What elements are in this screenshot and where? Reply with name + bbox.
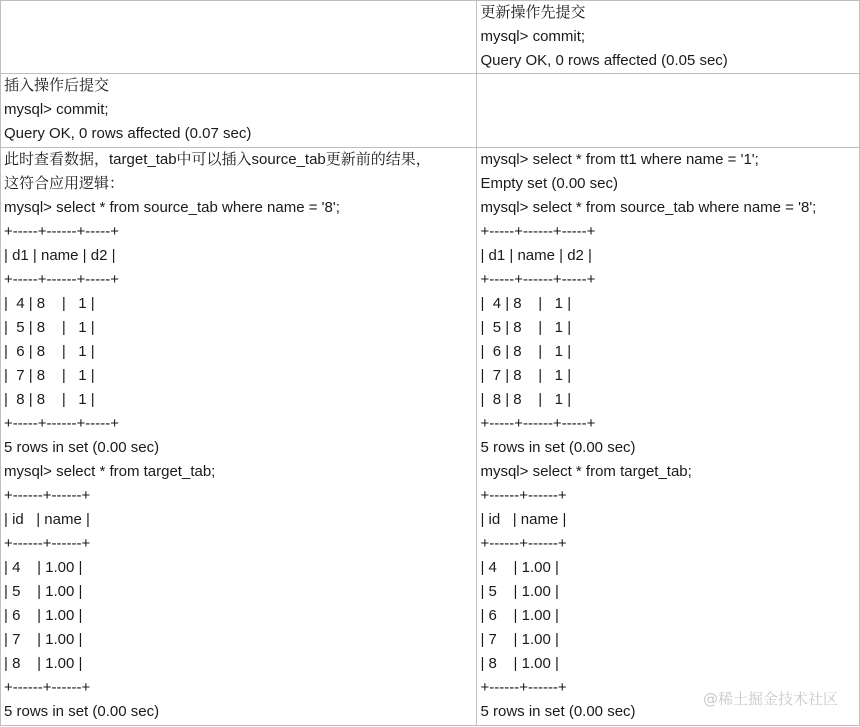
text-line: mysql> commit; <box>480 28 586 45</box>
text-line: | d1 | name | d2 | <box>4 247 116 264</box>
text-line: +------+------+ <box>4 535 91 552</box>
text-line: mysql> select * from target_tab; <box>480 463 692 480</box>
text-line: | 6 | 8 | 1 | <box>4 343 95 360</box>
text-line: +-----+------+-----+ <box>480 415 596 432</box>
watermark: @稀土掘金技术社区 <box>702 690 838 708</box>
session-left-cell <box>1 148 477 726</box>
text-line: | id | name | <box>4 511 90 528</box>
text-line: | 5 | 1.00 | <box>4 583 83 600</box>
text-line: mysql> commit; <box>4 101 109 118</box>
text-line: | 8 | 8 | 1 | <box>4 391 95 408</box>
text-line: +------+------+ <box>480 487 567 504</box>
text-line: mysql> select * from tt1 where name = '1'; <box>480 151 759 168</box>
text-line: | id | name | <box>480 511 567 528</box>
text-line: mysql> select * from source_tab where name = '8'; <box>4 199 340 216</box>
text-line: | 8 | 8 | 1 | <box>480 391 572 408</box>
text-line: +------+------+ <box>480 679 567 696</box>
text-line: +-----+------+-----+ <box>4 271 119 288</box>
text-line: | 7 | 1.00 | <box>4 631 83 648</box>
text-line: +-----+------+-----+ <box>480 271 596 288</box>
text-line: | 4 | 1.00 | <box>4 559 83 576</box>
text-line: Query OK, 0 rows affected (0.05 sec) <box>480 52 728 69</box>
session-right-cell <box>477 148 860 726</box>
table-row <box>1 1 860 74</box>
text-line: +-----+------+-----+ <box>480 223 596 240</box>
text-line: mysql> select * from target_tab; <box>4 463 216 480</box>
text-line: | 6 | 8 | 1 | <box>480 343 572 360</box>
text-line: | 7 | 1.00 | <box>480 631 559 648</box>
text-line: 此时查看数据，target_tab中可以插入source_tab更新前的结果， <box>4 151 431 168</box>
text-line: | 5 | 8 | 1 | <box>4 319 95 336</box>
session-left-cell <box>1 1 477 74</box>
text-line: +------+------+ <box>480 535 567 552</box>
text-line: 更新操作先提交 <box>480 4 586 21</box>
text-line: 5 rows in set (0.00 sec) <box>480 439 636 456</box>
session-right-cell <box>477 1 860 74</box>
text-line: 5 rows in set (0.00 sec) <box>4 439 160 456</box>
text-line: | 5 | 8 | 1 | <box>480 319 572 336</box>
text-line: +------+------+ <box>4 487 91 504</box>
text-line: | d1 | name | d2 | <box>480 247 592 264</box>
text-line: 5 rows in set (0.00 sec) <box>480 703 636 720</box>
text-line: | 6 | 1.00 | <box>4 607 83 624</box>
text-line: +------+------+ <box>4 679 91 696</box>
session-left-cell <box>1 74 477 148</box>
text-line: | 6 | 1.00 | <box>480 607 559 624</box>
text-line: | 7 | 8 | 1 | <box>480 367 572 384</box>
text-line: Query OK, 0 rows affected (0.07 sec) <box>4 125 252 142</box>
text-line: | 4 | 8 | 1 | <box>480 295 572 312</box>
text-line: 5 rows in set (0.00 sec) <box>4 703 160 720</box>
text-line: | 8 | 1.00 | <box>480 655 559 672</box>
table-body <box>1 1 860 726</box>
text-line: | 5 | 1.00 | <box>480 583 559 600</box>
session-right-cell <box>477 74 860 148</box>
text-line: Empty set (0.00 sec) <box>480 175 619 192</box>
text-line: | 4 | 8 | 1 | <box>4 295 95 312</box>
text-line: 这符合应用逻辑： <box>4 175 125 192</box>
table-row <box>1 74 860 148</box>
text-line: mysql> select * from source_tab where name = '8'; <box>480 199 817 216</box>
text-line: +-----+------+-----+ <box>4 223 119 240</box>
text-line: | 7 | 8 | 1 | <box>4 367 95 384</box>
text-line: +-----+------+-----+ <box>4 415 119 432</box>
text-line: 插入操作后提交 <box>4 77 110 94</box>
table-row <box>1 148 860 726</box>
text-line: | 4 | 1.00 | <box>480 559 559 576</box>
text-line: | 8 | 1.00 | <box>4 655 83 672</box>
